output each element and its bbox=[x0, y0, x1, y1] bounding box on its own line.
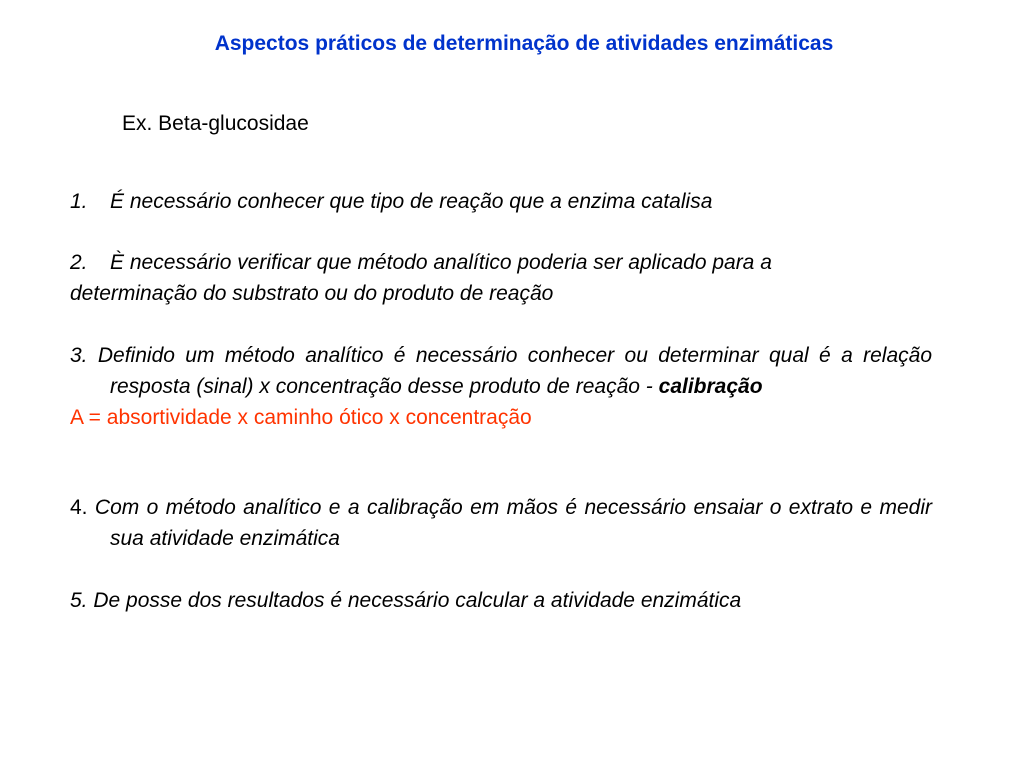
list-item-4 bbox=[70, 492, 932, 554]
calibration-term: calibração bbox=[658, 375, 763, 398]
list-item-1 bbox=[70, 186, 932, 217]
formula-line: A = absortividade x caminho ótico x concentração bbox=[70, 406, 532, 429]
item-number: 1. bbox=[70, 190, 88, 213]
item-text: 5. De posse dos resultados é necessário calcular a atividade enzimática bbox=[70, 589, 742, 612]
item-number: 2. bbox=[70, 251, 88, 274]
item-paragraph bbox=[70, 340, 932, 402]
list-item-2 bbox=[70, 247, 932, 309]
item-text: 3. Definido um método analítico é necessário conhecer ou determinar qual é a relação resposta (sinal) x concentração desse produto de reação - bbox=[70, 344, 932, 398]
item-number: 4. bbox=[70, 496, 88, 519]
list-item-5 bbox=[70, 585, 932, 616]
item-paragraph bbox=[70, 492, 932, 554]
item-text: É necessário conhecer que tipo de reação que a enzima catalisa bbox=[110, 190, 713, 213]
list-item-3 bbox=[70, 340, 932, 433]
item-text-line-1: È necessário verificar que método analítico poderia ser aplicado para a bbox=[110, 251, 772, 274]
slide-title: Aspectos práticos de determinação de atividades enzimáticas bbox=[214, 32, 834, 55]
item-text-line-2: determinação do substrato ou do produto de reação bbox=[70, 282, 554, 305]
item-text: Com o método analítico e a calibração em mãos é necessário ensaiar o extrato e medir sua atividade enzimática bbox=[94, 496, 932, 550]
subtitle: Ex. Beta-glucosidae bbox=[122, 112, 309, 135]
